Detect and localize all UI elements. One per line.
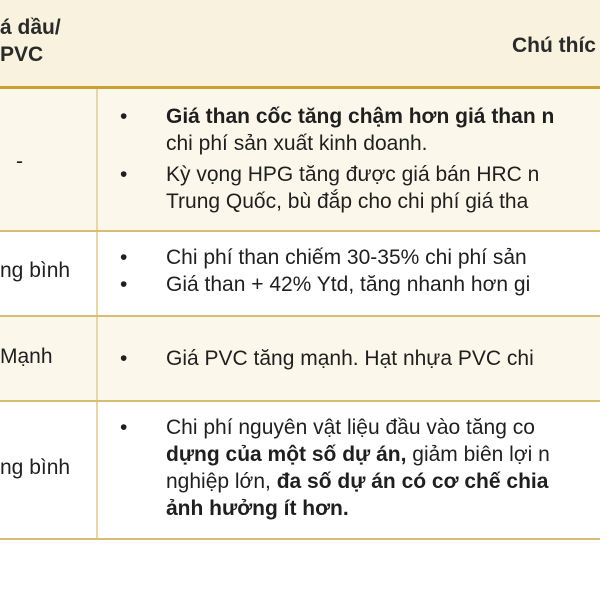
row-left-value: ng bình <box>0 259 71 282</box>
bullet-text: Chi phí than chiếm 30-35% chi phí sản <box>166 246 527 269</box>
header-notes-title: Chú thíc <box>512 34 596 57</box>
bullet-icon: • <box>120 416 128 439</box>
table-row <box>0 89 600 232</box>
row-left-cell <box>0 402 98 538</box>
table-row <box>0 402 600 540</box>
header-left-line2: PVC <box>0 43 44 66</box>
row-notes <box>120 317 600 400</box>
table-row <box>0 317 600 402</box>
row-left-cell <box>0 317 98 400</box>
bullet-text: Giá than + 42% Ytd, tăng nhanh hơn gi <box>166 273 531 296</box>
bullet-icon: • <box>120 163 128 186</box>
row-notes <box>120 232 600 315</box>
row-left-value: ng bình <box>0 456 71 479</box>
table-row <box>0 232 600 317</box>
row-notes <box>120 89 600 230</box>
bullet-icon: • <box>120 105 128 128</box>
row-left-value: Mạnh <box>0 345 53 368</box>
header-left-line1: á dầu/ <box>0 16 61 39</box>
bullet-text: Giá than cốc tăng chậm hơn giá than n chi phí sản xuất kinh doanh. <box>166 105 555 155</box>
row-notes <box>120 402 600 538</box>
bullet-icon: • <box>120 273 128 296</box>
row-left-cell <box>0 232 98 315</box>
bullet-icon: • <box>120 347 128 370</box>
bullet-text: Giá PVC tăng mạnh. Hạt nhựa PVC chi <box>166 347 534 370</box>
header-left-cell <box>0 14 61 68</box>
bullet-icon: • <box>120 246 128 269</box>
bullet-text: Kỳ vọng HPG tăng được giá bán HRC n Trung Quốc, bù đắp cho chi phí giá tha <box>166 163 540 213</box>
row-left-cell <box>0 89 98 230</box>
row-left-value: - <box>16 150 23 173</box>
bullet-text: Chi phí nguyên vật liệu đầu vào tăng co dựng của một số dự án, giảm biên lợi n nghiệp lớn, đa số dự án có cơ chế chia ảnh hưởng ít hơn. <box>166 416 550 520</box>
table-header <box>0 0 600 89</box>
